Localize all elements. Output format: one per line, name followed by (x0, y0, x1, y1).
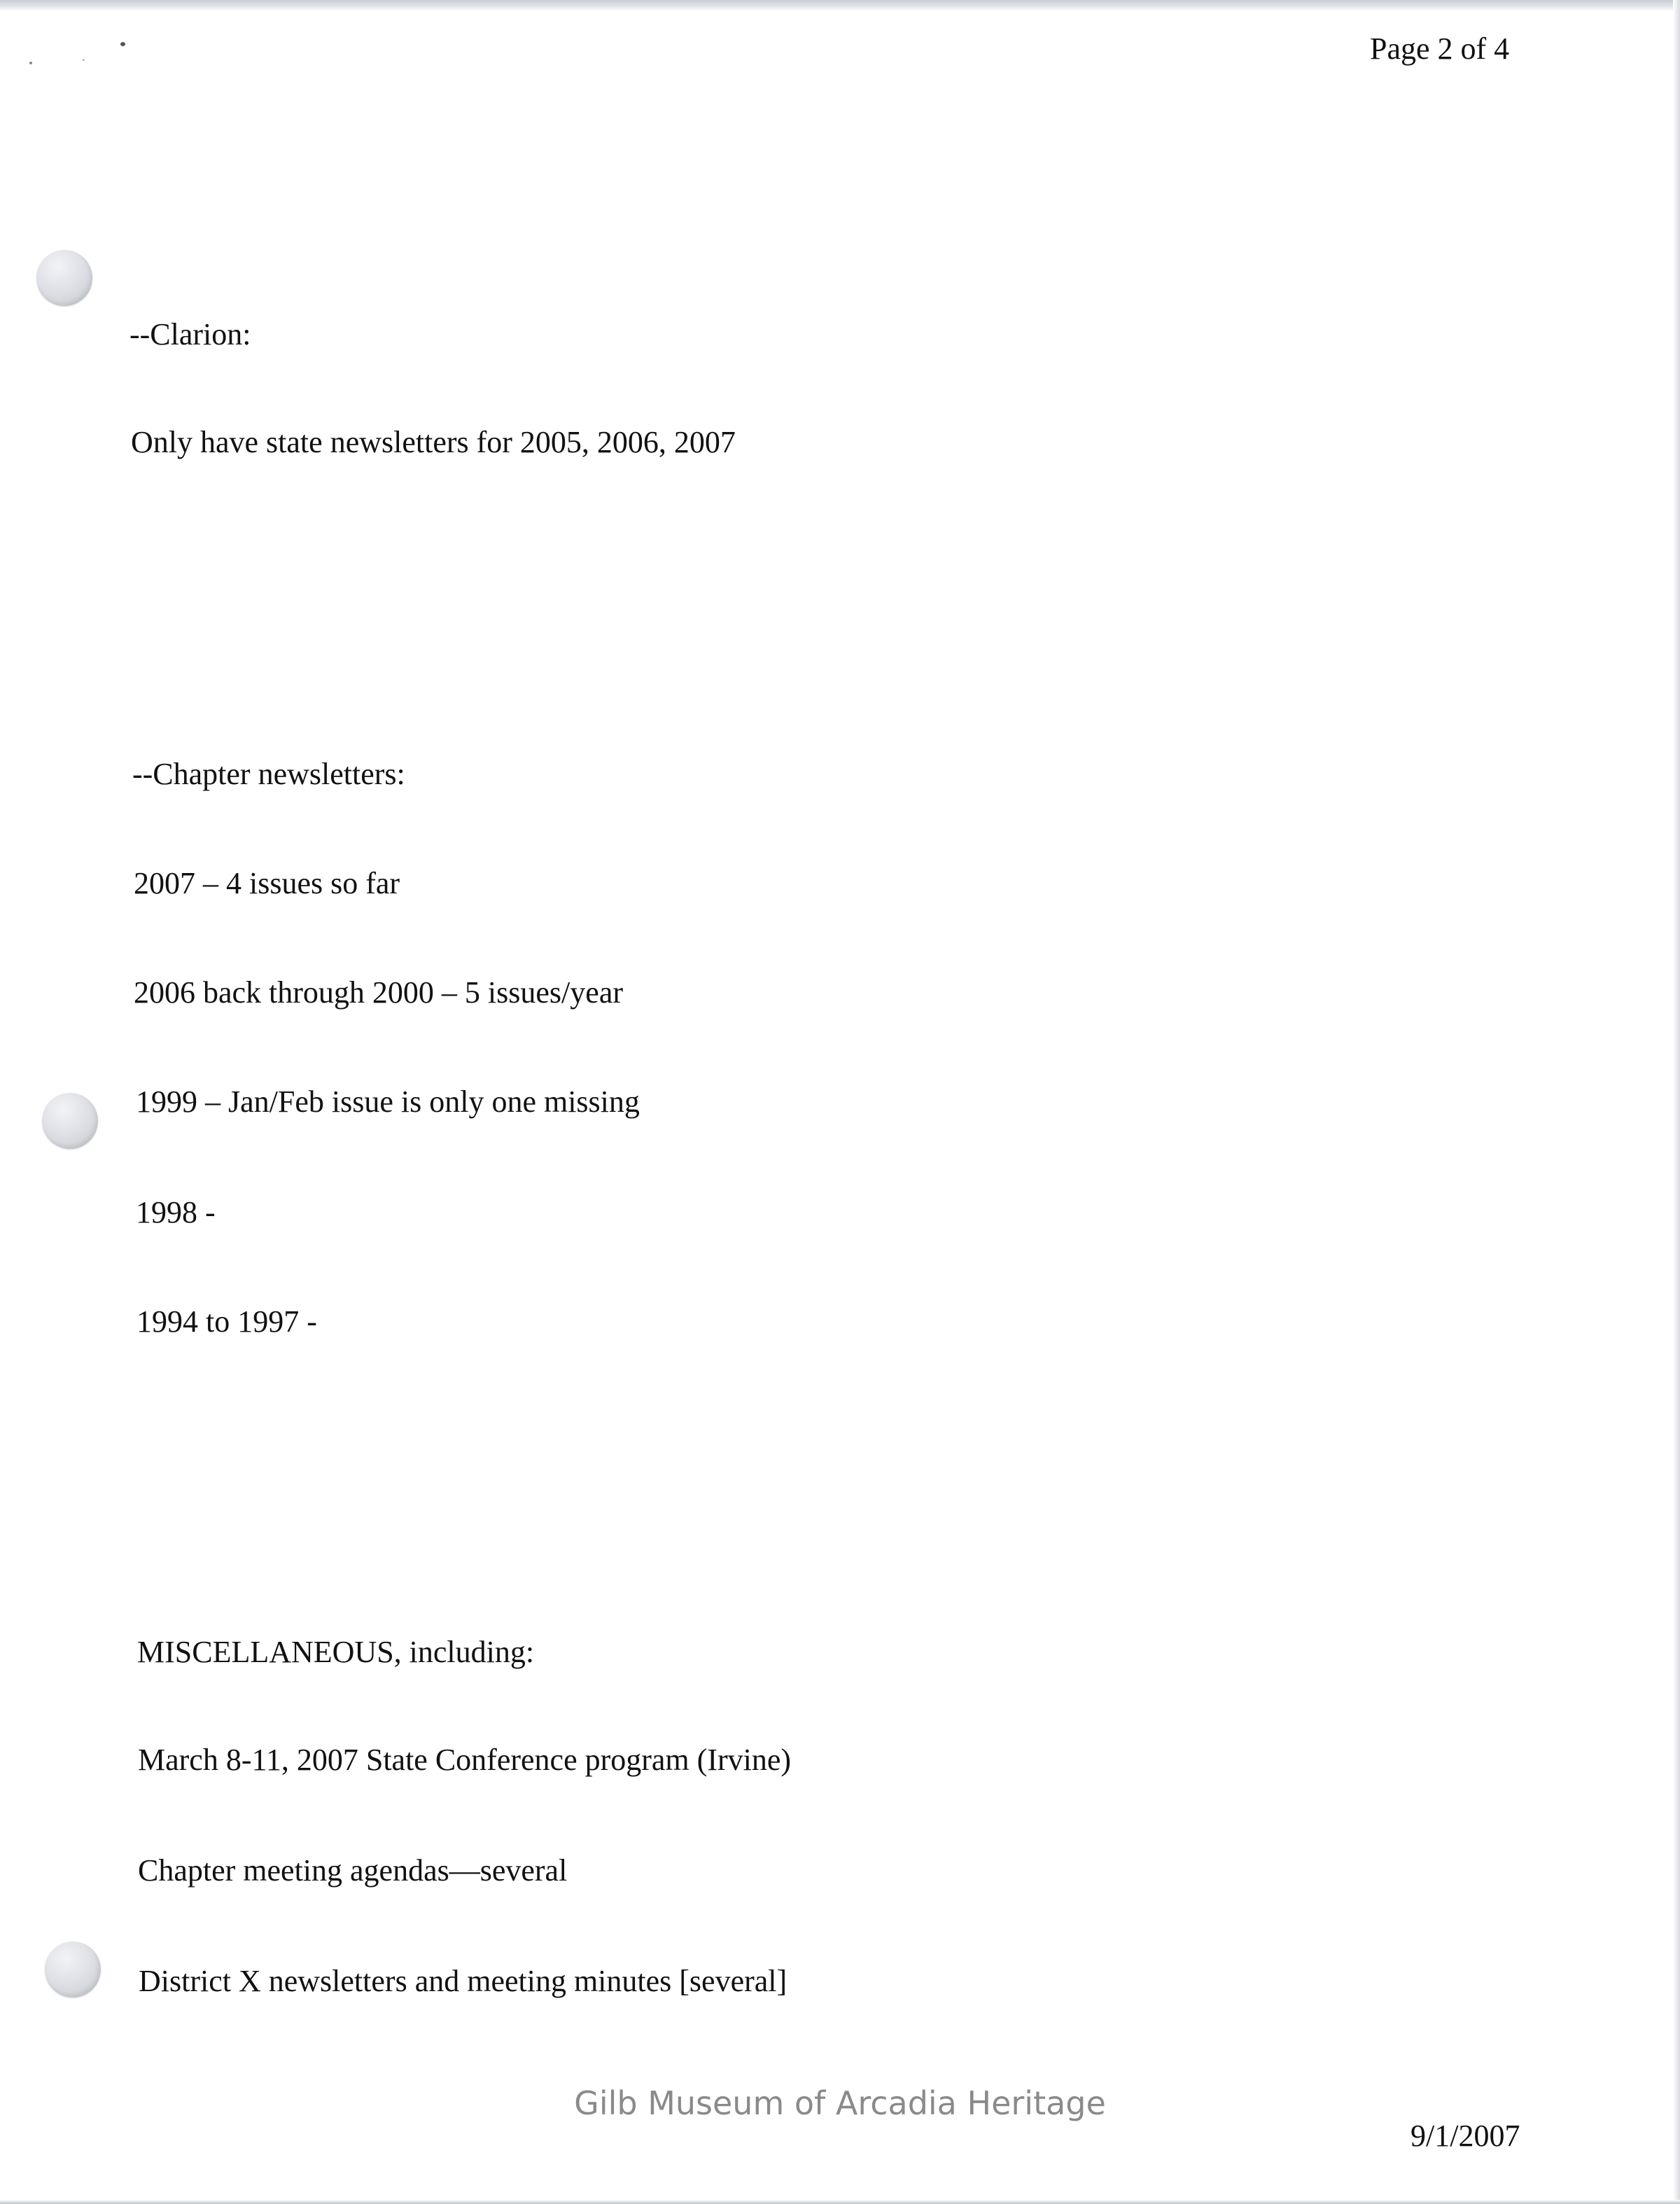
chapter-newsletters-line: 1999 – Jan/Feb issue is only one missing (136, 1084, 640, 1119)
punch-hole-middle (42, 1093, 98, 1149)
miscellaneous-line: Chapter meeting agendas—several (138, 1853, 568, 1888)
scan-edge-right (1673, 0, 1680, 2204)
scan-edge-top (0, 0, 1680, 11)
museum-watermark: Gilb Museum of Arcadia Heritage (574, 2084, 1106, 2122)
miscellaneous-heading: MISCELLANEOUS, including: (137, 1635, 535, 1669)
page-number: Page 2 of 4 (1370, 32, 1510, 66)
chapter-newsletters-line: 2007 – 4 issues so far (134, 866, 400, 900)
chapter-newsletters-heading: --Chapter newsletters: (132, 757, 405, 791)
punch-hole-top (36, 250, 92, 306)
clarion-line: Only have state newsletters for 2005, 2006, 2007 (131, 425, 736, 459)
chapter-newsletters-line: 2006 back through 2000 – 5 issues/year (134, 975, 623, 1010)
chapter-newsletters-line: 1998 - (136, 1195, 216, 1229)
miscellaneous-line: District X newsletters and meeting minutes [several] (139, 1964, 788, 1998)
chapter-newsletters-line: 1994 to 1997 - (136, 1304, 317, 1339)
document-date: 9/1/2007 (1410, 2119, 1520, 2153)
clarion-heading: --Clarion: (130, 317, 251, 351)
scan-edge-bottom (0, 2200, 1680, 2204)
punch-hole-bottom (45, 1941, 101, 1997)
scan-speck (83, 59, 85, 61)
scan-speck (120, 42, 125, 46)
miscellaneous-line: March 8-11, 2007 State Conference program (Irvine) (138, 1743, 792, 1777)
scan-speck (29, 62, 32, 64)
